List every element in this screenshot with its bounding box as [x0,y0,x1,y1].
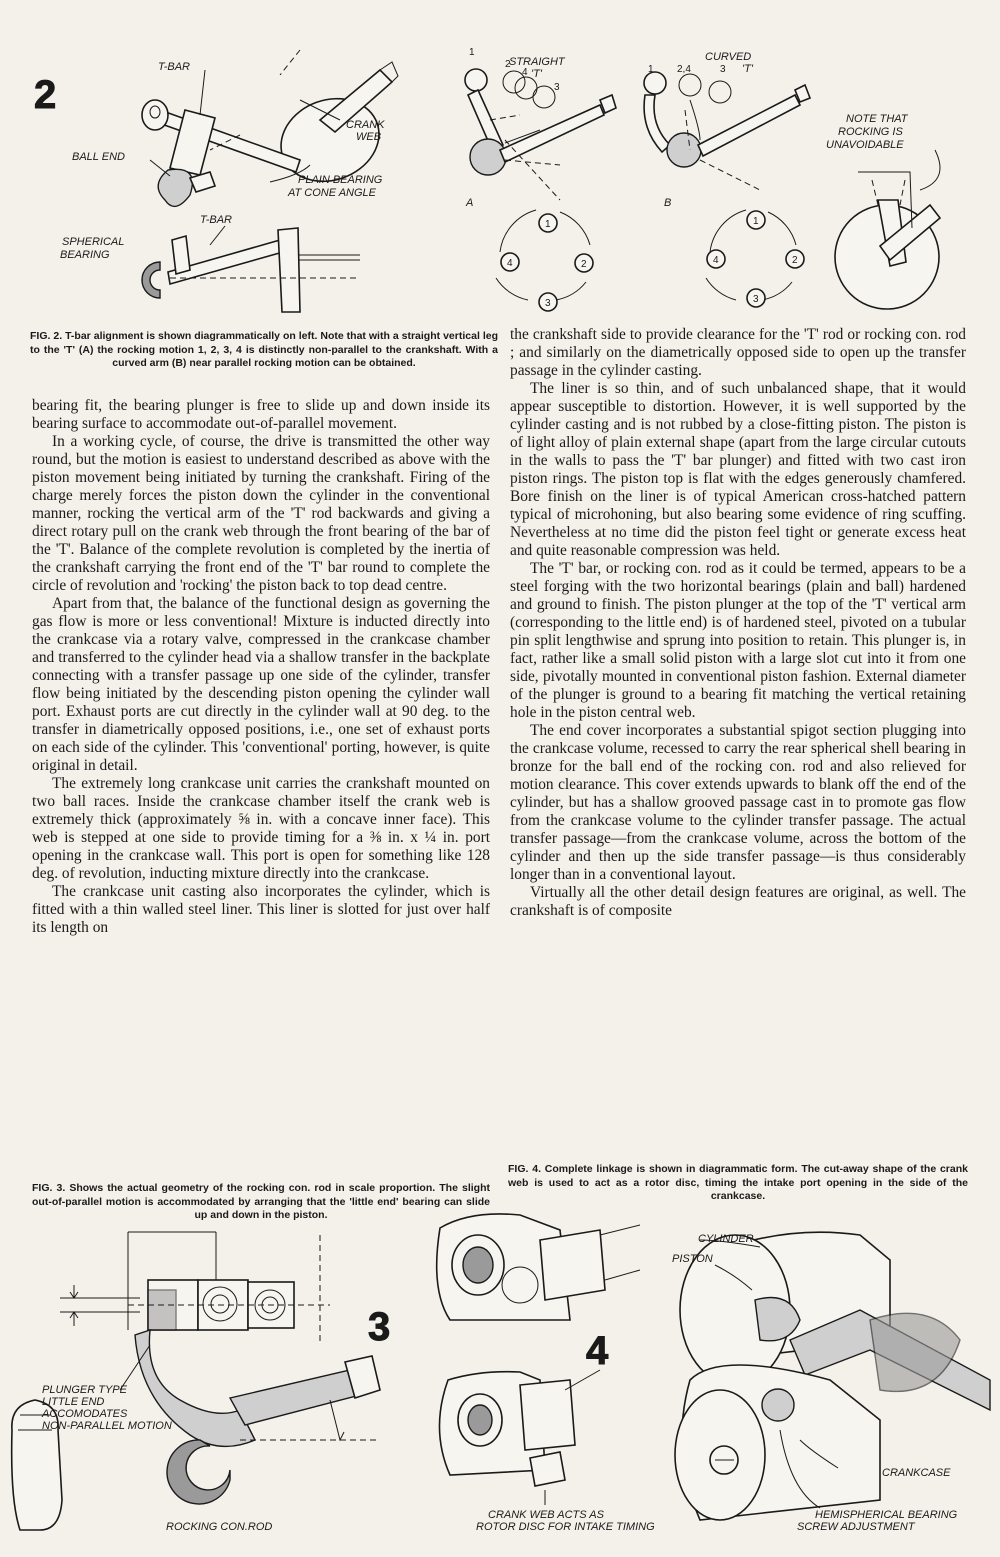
paragraph: the crankshaft side to provide clearance for the 'T' rod or rocking con. rod ; and similarly on the diametrically opposed side to open up the transfer passage in the cylinder casting. [510,326,966,379]
fig3-badge: 3 [368,1305,391,1349]
cycle-a-1: 1 [545,219,551,230]
straight-pos-4: 4 [522,67,528,78]
fig3-drawing [12,1232,391,1530]
fig2-rocking-diagram [835,150,940,309]
label-spherical-bearing-line: BEARING [60,249,110,261]
cycle-a-2: 2 [581,259,587,270]
fig4-exploded-drawing [437,1214,640,1505]
label-plain-bearing-line: AT CONE ANGLE [288,187,377,199]
cycle-b-4: 4 [713,255,719,266]
fig2-diagram-b [644,72,810,190]
label-plunger-line: LITTLE END [42,1396,105,1408]
curved-pos-1: 1 [648,64,654,75]
straight-pos-2: 2 [505,59,511,70]
label-plain-bearing-line: PLAIN BEARING [298,174,383,186]
label-rocking-note-line: UNAVOIDABLE [826,139,904,151]
fig2-diagram-a [465,69,616,200]
label-rocking-con-rod: ROCKING CON.ROD [166,1521,273,1533]
left-column [32,397,490,937]
label-a: A [466,197,474,209]
label-t-bar-top: T-BAR [158,61,190,73]
label-rocking-note-line: NOTE THAT [846,113,908,125]
paragraph: The 'T' bar, or rocking con. rod as it could be termed, appears to be a steel forging with the two horizontal bearings (plain and ball) hardened and ground to finish. The piston plunger at the top of the 'T' vertical arm (corresponding to the little end) is of hardened steel, pivoted on a tubular pin split lengthwise and sprung into position to retain. This plunger is, in fact, rather like a small solid piston with a large slot cut into it from one side, pivotally mounted in conventional piston fashion. External diameter of the plunger is ground to a bearing fit matching the vertical retaining hole in the piston central web. [510,560,966,721]
paragraph: Virtually all the other detail design features are original, as well. The crankshaft is of composite [510,884,966,919]
paragraph: The liner is so thin, and of such unbalanced shape, that it would appear susceptible to distortion. However, it is well supported by the cylinder casting and is not rubbed by a close-fitting piston. The piston is of light alloy of plain external shape (apart from the large circular cutouts in the walls to pass the 'T' bar plunger) and fitted with two cast iron piston rings. The piston top is flat with the edges generously chamfered. Bore finish on the liner is of typical American cross-hatched pattern typical of microhoning, but also bearing some evidence of ring scuffing. Nevertheless at no time did the piston feel tight or generate excess heat and quite reasonable compression was held. [510,380,966,559]
label-straight-t [509,56,566,80]
cycle-b-2: 2 [792,255,798,266]
label-crank-web-line: WEB [356,131,382,143]
fig3-caption: FIG. 3. Shows the actual geometry of the rocking con. rod in scale proportion. The slight out-of-parallel motion is accommodated by arranging that the 'little end' bearing can slide up and down in the piston. [32,1182,490,1221]
cycle-b-3: 3 [753,294,759,305]
label-plunger-line: NON-PARALLEL MOTION [42,1420,172,1432]
right-column [510,326,966,920]
label-rotor-disc-line: ROTOR DISC FOR INTAKE TIMING [476,1521,655,1533]
paragraph: The end cover incorporates a substantial spigot section plugging into the crankcase volume, recessed to carry the rear spherical shell bearing in bronze for the ball end of the rocking con. rod and also relieved for motion clearance. This cover extends upwards to blank off the end of the cylinder, but has a shallow grooved passage cast in to promote gas flow from the crankcase volume to the cylinder transfer passage. The actual transfer passage—from the crankcase volume, across the bottom of the cylinder and then up the side transfer passage—is thus considerably longer than in a conventional layout. [510,722,966,883]
label-rotor-disc-line: CRANK WEB ACTS AS [488,1509,604,1521]
label-curved-t [705,51,754,75]
straight-pos-1: 1 [469,47,475,58]
cycle-a-4: 4 [507,258,513,269]
label-spherical-bearing-line: SPHERICAL [62,236,125,248]
label-plunger-line: ACCOMODATES [42,1408,128,1420]
cycle-b-1: 1 [753,216,759,227]
label-crank-web-line: CRANK [346,119,385,131]
label-cylinder: CYLINDER [698,1233,754,1245]
label-t-bar-bottom: T-BAR [200,214,232,226]
label-curved-t-line: 'T' [742,63,753,75]
label-rotor-disc [476,1509,655,1533]
fig2-badge: 2 [34,73,57,117]
label-crankcase: CRANKCASE [882,1467,951,1479]
curved-pos-3: 3 [720,64,726,75]
label-ball-end: BALL END [72,151,125,163]
label-spherical-bearing [60,236,124,261]
label-plunger-line: PLUNGER TYPE [42,1384,127,1396]
curved-pos-24: 2,4 [677,64,691,75]
paragraph: Apart from that, the balance of the functional design as governing the gas flow is more or less conventional! Mixture is inducted directly into the crankcase via a rotary valve, compressed in the crankcase chamber and transferred to the cylinder head via a shallow transfer in the backplate connecting with a transfer passage up one side of the cylinder, transfer flow being initiated by the descending piston opening the cylinder wall port. Exhaust ports are cut directly in the cylinder wall at 90 deg. to the transfer in diametrically opposed positions, i.e., one set of exhaust ports on each side of the cylinder. This 'conventional' porting, however, is quite original in detail. [32,595,490,774]
label-curved-t-line: CURVED [705,51,752,63]
label-hemispherical-line: SCREW ADJUSTMENT [797,1521,915,1533]
paragraph: bearing fit, the bearing plunger is free to slide up and down inside its bearing surface to accommodate out-of-parallel movement. [32,397,490,432]
label-piston: PISTON [672,1253,713,1265]
straight-pos-3: 3 [554,82,560,93]
label-straight-t-line: STRAIGHT [509,56,565,68]
label-hemispherical [797,1509,958,1533]
label-hemispherical-line: HEMISPHERICAL BEARING [815,1509,958,1521]
fig4-badge: 4 [586,1329,609,1373]
fig4-caption: FIG. 4. Complete linkage is shown in diagrammatic form. The cut-away shape of the crank web is used to act as a rotor disc, timing the intake port opening in the side of the crankcase. [508,1163,968,1202]
paragraph: In a working cycle, of course, the drive is transmitted the other way round, but the motion is easiest to understand described as above with the piston movement being initiated by turning the crankshaft. Firing of the charge merely forces the piston down the cylinder in the conventional manner, rocking the vertical arm of the 'T' rod backwards and giving a direct rotary pull on the crank web through the front bearing of the bar of the 'T'. Balance of the complete revolution is completed by the inertia of the crankshaft carrying the front end of the 'T' bar round to complete the circle of revolution and 'rocking' the piston back to top dead centre. [32,433,490,594]
label-rocking-note-line: ROCKING IS [838,126,903,138]
label-b: B [664,197,672,209]
label-plain-bearing [287,174,383,199]
fig2-caption: FIG. 2. T-bar alignment is shown diagrammatically on left. Note that with a straight vertical leg to the 'T' (A) the rocking motion 1, 2, 3, 4 is distinctly non-parallel to the crankshaft. With a curved arm (B) near parallel rocking motion can be obtained. [30,330,498,369]
label-straight-t-line: 'T' [531,68,542,80]
label-rocking-note [826,113,909,151]
cycle-a-3: 3 [545,298,551,309]
paragraph: The extremely long crankcase unit carries the crankshaft mounted on two ball races. Inside the crankcase chamber itself the crank web is extremely thick (approximately ⅝ in. with a concave inner face). This web is stepped at one side to provide timing for a ⅜ in. x ¼ in. port opening in the crankcase wall. This port is open for something like 128 deg. of revolution, inducting mixture directly into the crankcase. [32,775,490,882]
paragraph: The crankcase unit casting also incorporates the cylinder, which is fitted with a thin walled steel liner. This liner is slotted for just over half its length on [32,883,490,936]
